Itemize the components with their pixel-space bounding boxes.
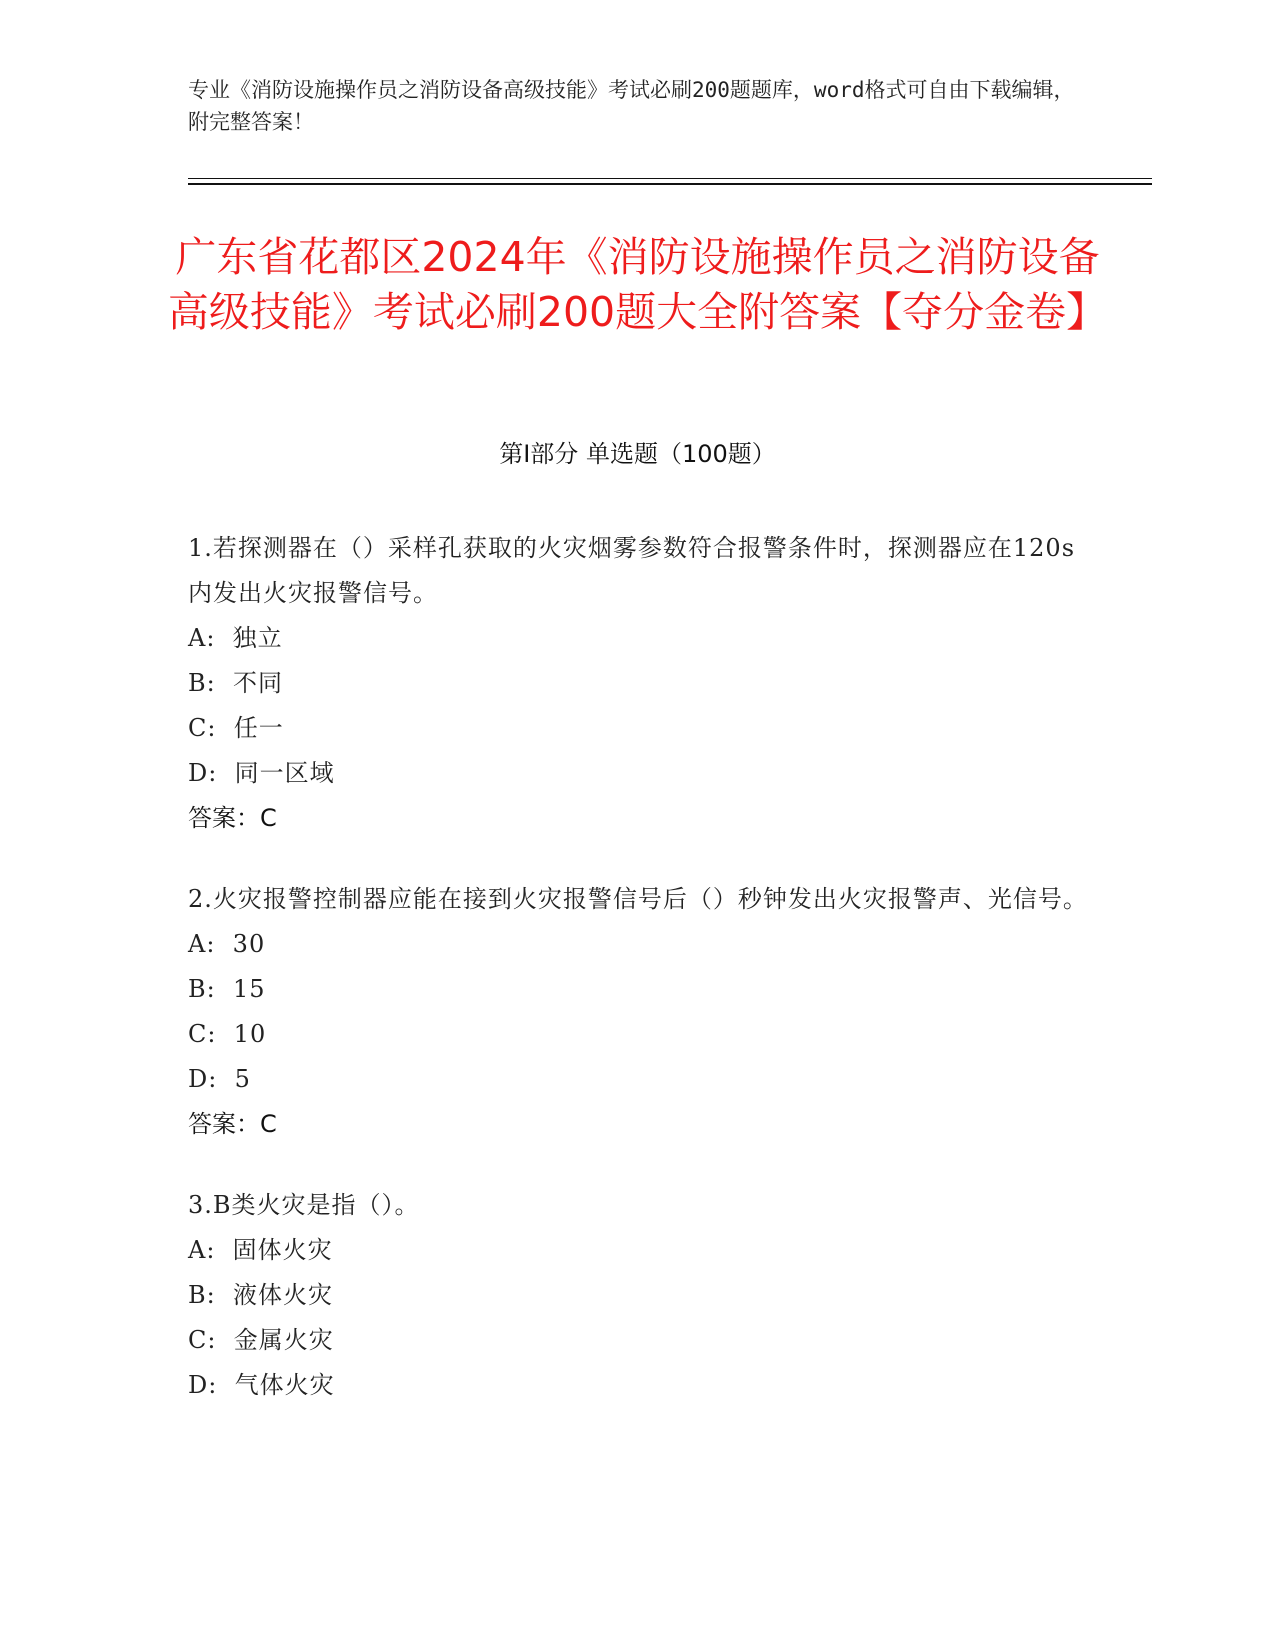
question-text: 2.火灾报警控制器应能在接到火灾报警信号后（）秒钟发出火灾报警声、光信号。 bbox=[188, 885, 1088, 913]
question-text: 3.B类火灾是指（）。 bbox=[188, 1191, 420, 1219]
question-3 bbox=[188, 1183, 1088, 1408]
answer: 答案：C bbox=[188, 1110, 277, 1138]
header-divider-bottom bbox=[188, 183, 1152, 185]
header-divider-top bbox=[188, 178, 1152, 179]
option-a: A: 独立 bbox=[188, 624, 283, 652]
header-note: 专业《消防设施操作员之消防设备高级技能》考试必刷200题题库，word格式可自由下载编辑，附完整答案！ bbox=[188, 78, 1075, 134]
question-list bbox=[188, 526, 1088, 1444]
question-text: 1.若探测器在（）采样孔获取的火灾烟雾参数符合报警条件时，探测器应在120s内发出火灾报警信号。 bbox=[188, 534, 1076, 607]
option-d: D: 5 bbox=[188, 1065, 251, 1093]
document-title: 广东省花都区2024年《消防设施操作员之消防设备高级技能》考试必刷200题大全附答案【夺分金卷】 bbox=[167, 233, 1108, 336]
option-a: A: 30 bbox=[188, 930, 266, 958]
section-title: 第I部分 单选题（100题） bbox=[499, 440, 776, 468]
option-c: C: 金属火灾 bbox=[188, 1326, 334, 1354]
question-2 bbox=[188, 877, 1088, 1147]
option-d: D: 气体火灾 bbox=[188, 1371, 335, 1399]
option-b: B: 15 bbox=[188, 975, 266, 1003]
option-c: C: 任一 bbox=[188, 714, 284, 742]
option-b: B: 不同 bbox=[188, 669, 283, 697]
option-a: A: 固体火灾 bbox=[188, 1236, 333, 1264]
answer: 答案：C bbox=[188, 804, 277, 832]
option-b: B: 液体火灾 bbox=[188, 1281, 333, 1309]
question-1 bbox=[188, 526, 1088, 841]
option-d: D: 同一区域 bbox=[188, 759, 335, 787]
option-c: C: 10 bbox=[188, 1020, 267, 1048]
